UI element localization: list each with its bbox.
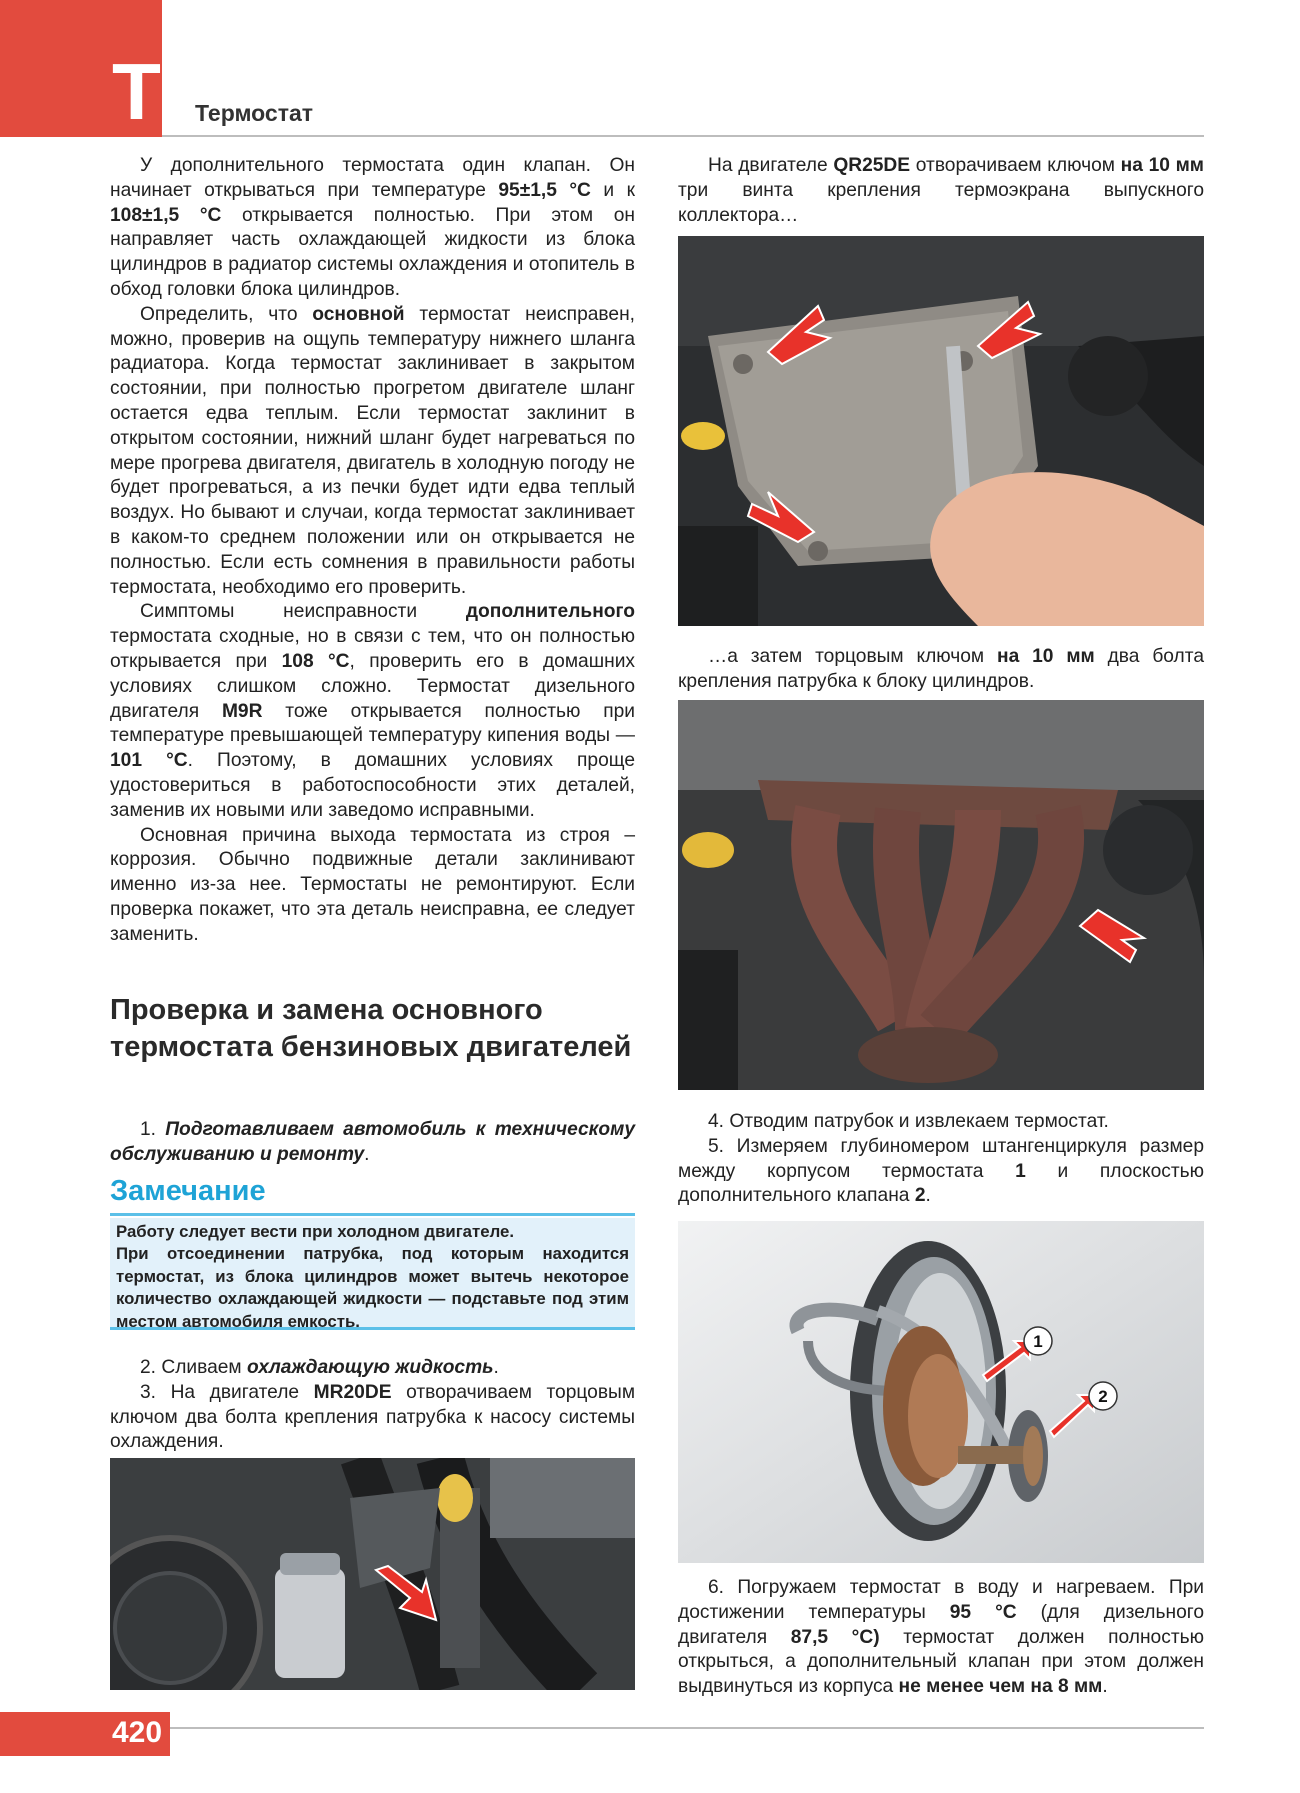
note-title: Замечание xyxy=(110,1175,266,1207)
note-line-1: Работу следует вести при холодном двигателе. xyxy=(116,1222,515,1241)
photo-coolant-pipe xyxy=(110,1458,635,1690)
steps-4-5 xyxy=(678,1110,1204,1209)
page-number: 420 xyxy=(112,1716,163,1749)
left-column xyxy=(110,154,635,948)
chapter-letter: Т xyxy=(112,47,161,136)
photo-exhaust-manifold xyxy=(678,700,1204,1090)
step-6: 6. Погружаем термостат в воду и нагреваем. При достижении температуры 95 °С (для дизельного двигателя 87,5 °С) термостат должен полностью открыться, а дополнительный клапан при этом должен выдвинуться из корпуса не менее чем на 8 мм. xyxy=(678,1577,1204,1698)
step-4: 4. Отводим патрубок и извлекаем термостат. xyxy=(708,1111,1109,1132)
step-3: 3. На двигателе MR20DE отворачиваем торцовым ключом два болта крепления патрубка к насосу системы охлаждения. xyxy=(110,1381,636,1453)
step-1: 1. Подготавливаем автомобиль к техническому обслуживанию и ремонту. xyxy=(110,1119,635,1165)
section-heading: Проверка и замена основного термостата бензиновых двигателей xyxy=(110,994,632,1063)
running-section-title: Термостат xyxy=(195,100,314,126)
callout-1: 1 xyxy=(1033,1332,1043,1351)
note-box xyxy=(110,1218,635,1330)
footer-divider xyxy=(170,1727,1204,1729)
step-r2: …а затем торцовым ключом на 10 мм два болта крепления патрубка к блоку цилиндров. xyxy=(678,646,1204,692)
paragraph-additional-thermostat: У дополнительного термостата один клапан. Он начинает открываться при температуре 95±1,5 °С и к 108±1,5 °С открывается полностью. При этом он направляет часть охлаждающей жидкости из блока цилиндров в радиатор системы охлаждения и отопитель в обход головки блока цилиндров. xyxy=(110,155,635,300)
callout-2: 2 xyxy=(1098,1387,1108,1406)
step-2: 2. Сливаем охлаждающую жидкость. xyxy=(140,1357,499,1378)
paragraph-symptoms: Симптомы неисправности дополнительного термостата сходные, но в связи с тем, что он полностью открывается при 108 °С, проверить его в домашних условиях слишком сложно. Термостат дизельного двигателя M9R тоже открывается полностью при температуре превышающей температуру кипения воды — 101 °С. Поэтому, в домашних условиях проще удостовериться в работоспособности этих деталей, заменив их новыми или заведомо исправными. xyxy=(110,601,636,821)
header-divider xyxy=(162,135,1204,137)
note-divider xyxy=(110,1213,635,1216)
paragraph-main-thermostat: Определить, что основной термостат неисправен, можно, проверив на ощупь температуру нижнего шланга радиатора. Когда термостат заклинивает в закрытом состоянии, при полностью прогретом двигателе шланг остается едва теплым. Если термостат заклинит в открытом состоянии, нижний шланг будет нагреваться по мере прогрева двигателя, двигатель в холодную погоду не будет прогреваться, а из печки будет идти едва теплый воздух. Но бывают и случаи, когда термостат заклинивает в каком-то среднем положении или он открывается не полностью. Если есть сомнения в правильности работы термостата, необходимо его проверить. xyxy=(110,303,635,598)
steps-2-3 xyxy=(110,1356,635,1455)
photo-heat-shield xyxy=(678,236,1204,626)
photo-thermostat xyxy=(678,1221,1204,1563)
step-r1: На двигателе QR25DE отворачиваем ключом на 10 мм три винта крепления термоэкрана выпускного коллектора… xyxy=(678,155,1204,226)
paragraph-corrosion: Основная причина выхода термостата из строя – коррозия. Обычно подвижные детали заклинивают именно из-за нее. Термостаты не ремонтируют. Если проверка покажет, что эта деталь неисправна, ее следует заменить. xyxy=(110,824,635,945)
note-line-2: При отсоединении патрубка, под которым находится термостат, из блока цилиндров может вытечь некоторое количество охлаждающей жидкости — подставьте под этим местом автомобиля емкость. xyxy=(116,1244,629,1331)
step-5: 5. Измеряем глубиномером штангенциркуля размер между корпусом термостата 1 и плоскостью дополнительного клапана 2. xyxy=(678,1135,1205,1207)
